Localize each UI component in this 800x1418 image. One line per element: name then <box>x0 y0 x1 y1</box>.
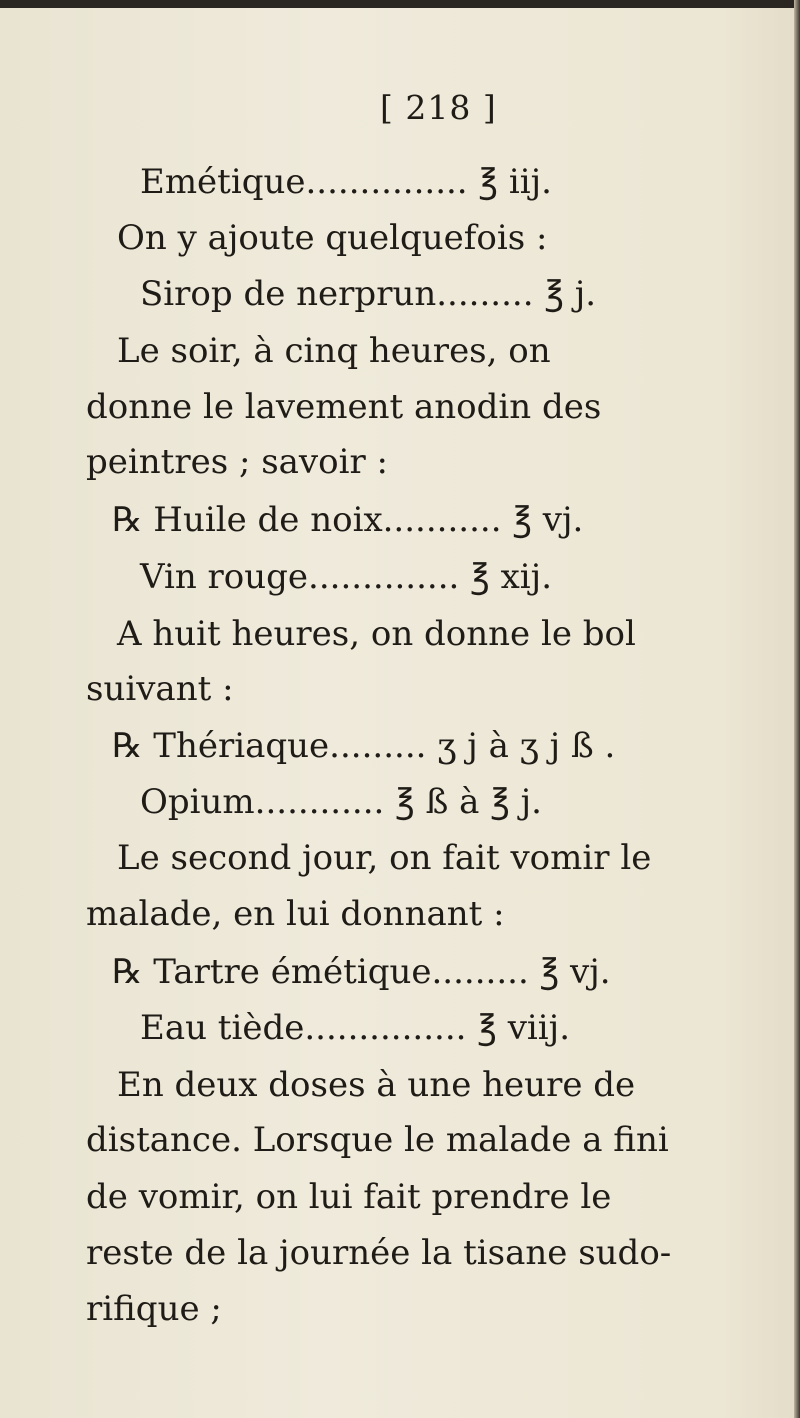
text-line: de vomir, on lui fait prendre le <box>86 1177 612 1217</box>
page-number: [ 218 ] <box>380 88 497 127</box>
page-edge-shadow <box>794 0 800 1418</box>
text-line: Opium............ ℥ ß à ℥ j. <box>140 782 542 822</box>
text-line: Emétique............... ℥ iij. <box>140 162 552 202</box>
top-rule <box>0 0 800 8</box>
text-line: ℞ Huile de noix........... ℥ vj. <box>112 500 584 540</box>
text-line: suivant : <box>86 669 234 709</box>
text-line: A huit heures, on donne le bol <box>117 614 636 654</box>
text-line: malade, en lui donnant : <box>86 894 505 934</box>
text-line: Le second jour, on fait vomir le <box>117 838 652 878</box>
text-line: reste de la journée la tisane sudo- <box>86 1233 672 1273</box>
text-line: Eau tiède............... ℥ viij. <box>140 1008 571 1048</box>
text-line: Vin rouge.............. ℥ xij. <box>140 557 553 597</box>
text-line: On y ajoute quelquefois : <box>117 218 548 258</box>
text-line: En deux doses à une heure de <box>117 1065 636 1105</box>
text-line: rifique ; <box>86 1289 222 1329</box>
text-line: Sirop de nerprun......... ℥ j. <box>140 274 597 314</box>
text-line: distance. Lorsque le malade a fini <box>86 1120 669 1160</box>
text-line: ℞ Thériaque......... ʒ j à ʒ j ß . <box>112 726 616 766</box>
text-line: donne le lavement anodin des <box>86 387 602 427</box>
text-line: Le soir, à cinq heures, on <box>117 331 551 371</box>
text-line: peintres ; savoir : <box>86 442 388 482</box>
text-line: ℞ Tartre émétique......... ℥ vj. <box>112 952 611 992</box>
